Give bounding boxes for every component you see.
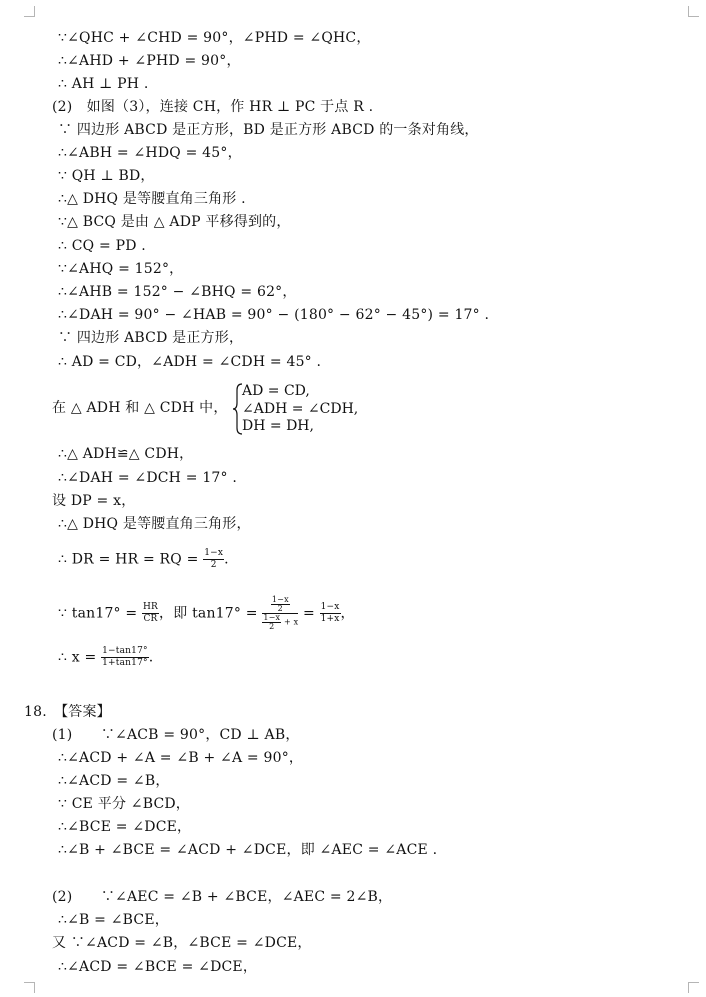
fraction-numerator: 1−tan17° bbox=[102, 646, 148, 656]
formula-text: . bbox=[148, 649, 154, 666]
fraction-numerator: 1−x bbox=[271, 595, 289, 604]
proof-line: ∴∠B + ∠BCE = ∠ACD + ∠DCE，即 ∠AEC = ∠ACE . bbox=[58, 842, 438, 858]
formula-text: ，即 tan17° = bbox=[159, 605, 263, 622]
fraction-numerator: HR bbox=[143, 602, 159, 612]
formula-text: . bbox=[224, 551, 229, 568]
proof-line bbox=[58, 596, 355, 631]
part-heading: (2) 如图（3），连接 CH，作 HR ⊥ PC 于点 R . bbox=[52, 99, 374, 115]
proof-line: ∴∠AHB = 152° − ∠BHQ = 62°， bbox=[58, 284, 297, 300]
formula-text: ∴ DR = HR = RQ = bbox=[58, 551, 204, 568]
system-row: ∠ADH = ∠CDH, bbox=[242, 400, 359, 417]
fraction bbox=[320, 602, 341, 625]
fraction-numerator: 1−x bbox=[263, 613, 281, 622]
part-heading: (1) ∵∠ACB = 90°，CD ⊥ AB， bbox=[52, 727, 300, 743]
proof-line: ∴∠ACD = ∠B， bbox=[58, 773, 170, 789]
formula-text: = bbox=[298, 605, 320, 622]
proof-line: 在 △ ADH 和 △ CDH 中， bbox=[52, 400, 228, 416]
proof-line: 设 DP = x， bbox=[52, 493, 136, 509]
proof-line: ∵ CE 平分 ∠BCD， bbox=[58, 796, 191, 812]
fraction-denominator bbox=[262, 614, 298, 631]
proof-line: ∴∠ABH = ∠HDQ = 45°， bbox=[58, 145, 242, 161]
proof-line: ∴∠DAH = 90° − ∠HAB = 90° − (180° − 62° − 45°) = 17° . bbox=[58, 307, 490, 323]
page-corner-mark bbox=[24, 6, 35, 17]
proof-line bbox=[58, 646, 153, 669]
proof-line: ∴∠BCE = ∠DCE， bbox=[58, 819, 192, 835]
proof-line: ∴ CQ = PD . bbox=[58, 238, 146, 254]
page-corner-mark bbox=[688, 6, 699, 17]
fraction-denominator: 1+tan17° bbox=[102, 658, 148, 668]
system-row: DH = DH, bbox=[242, 418, 314, 434]
proof-line: ∵ QH ⊥ BD， bbox=[58, 168, 155, 184]
proof-line: ∵∠AHQ = 152°， bbox=[58, 261, 184, 277]
fraction-numerator: 1−x bbox=[204, 548, 224, 558]
fraction bbox=[271, 596, 290, 613]
formula-text: ， bbox=[340, 605, 355, 622]
fraction-denominator: CR bbox=[143, 614, 158, 624]
page-corner-mark bbox=[24, 982, 35, 993]
proof-line: ∴∠B = ∠BCE， bbox=[58, 912, 169, 928]
system-row: AD = CD, bbox=[242, 383, 310, 399]
fraction-denominator: 2 bbox=[269, 622, 275, 631]
part-heading: (2) ∵∠AEC = ∠B + ∠BCE，∠AEC = 2∠B， bbox=[52, 889, 393, 905]
page-corner-mark bbox=[688, 982, 699, 993]
fraction-numerator: 1−x bbox=[320, 602, 340, 612]
question-number-heading: 18. 【答案】 bbox=[24, 704, 111, 720]
proof-line: ∴∠ACD = ∠BCE = ∠DCE， bbox=[58, 959, 258, 975]
complex-fraction bbox=[262, 596, 298, 631]
fraction bbox=[101, 646, 149, 669]
fraction-denominator: 2 bbox=[277, 604, 283, 613]
fraction bbox=[142, 602, 159, 625]
proof-line bbox=[58, 548, 229, 571]
proof-line: ∴△ DHQ 是等腰直角三角形， bbox=[58, 516, 251, 532]
proof-line: 又 ∵∠ACD = ∠B，∠BCE = ∠DCE， bbox=[52, 935, 312, 951]
fraction-denominator: 2 bbox=[210, 560, 217, 570]
fraction bbox=[262, 614, 281, 631]
proof-line: ∴ AH ⊥ PH . bbox=[58, 76, 149, 92]
fraction bbox=[203, 548, 224, 571]
fraction-numerator bbox=[262, 596, 298, 614]
formula-text: + x bbox=[281, 617, 299, 627]
proof-line: ∵∠QHC + ∠CHD = 90°，∠PHD = ∠QHC， bbox=[58, 30, 371, 46]
proof-line: ∴△ ADH≌△ CDH， bbox=[58, 446, 194, 462]
proof-line: ∴∠AHD + ∠PHD = 90°， bbox=[58, 53, 241, 69]
proof-line: ∵ 四边形 ABCD 是正方形，BD 是正方形 ABCD 的一条对角线， bbox=[58, 122, 479, 138]
proof-line: ∴ AD = CD，∠ADH = ∠CDH = 45° . bbox=[58, 354, 322, 370]
formula-text: ∵ tan17° = bbox=[58, 605, 142, 622]
formula-text: ∴ x = bbox=[58, 649, 102, 666]
proof-line: ∵ 四边形 ABCD 是正方形， bbox=[58, 330, 244, 346]
equation-system bbox=[242, 383, 358, 436]
proof-line: ∴∠ACD + ∠A = ∠B + ∠A = 90°， bbox=[58, 750, 304, 766]
proof-line: ∵△ BCQ 是由 △ ADP 平移得到的， bbox=[58, 214, 291, 230]
proof-line: ∴∠DAH = ∠DCH = 17° . bbox=[58, 470, 238, 486]
fraction-denominator: 1+x bbox=[320, 614, 340, 624]
proof-line: ∴△ DHQ 是等腰直角三角形 . bbox=[58, 191, 246, 207]
